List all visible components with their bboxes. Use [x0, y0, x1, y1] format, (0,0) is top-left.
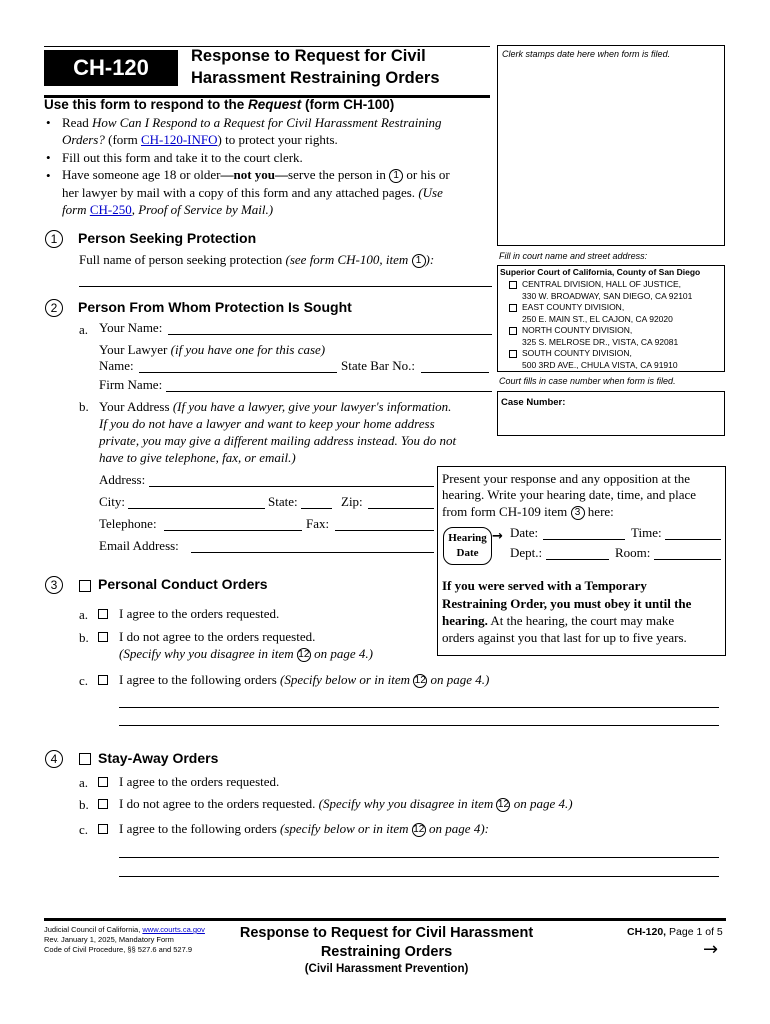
tro-warning-4: orders against you that last for up to five years.	[442, 630, 687, 645]
item-ref-12: 12	[413, 824, 425, 836]
east-division-line1: EAST COUNTY DIVISION,	[522, 302, 625, 312]
hearing-dept-label: Dept.:	[510, 545, 543, 560]
state-bar-field[interactable]	[421, 372, 489, 373]
email-label: Email Address:	[99, 538, 179, 553]
personal-conduct-checkbox[interactable]	[79, 580, 91, 592]
courts-website-link[interactable]: www.courts.ca.gov	[142, 925, 205, 934]
stayaway-disagree-checkbox[interactable]	[98, 799, 108, 809]
section-3-title: Personal Conduct Orders	[98, 576, 268, 592]
stay-away-checkbox[interactable]	[79, 753, 91, 765]
hearing-tag-line1: Hearing	[448, 532, 487, 544]
email-field[interactable]	[191, 552, 434, 553]
item-3c-marker: c.	[79, 673, 89, 688]
intro-bullet-serve: Have someone age 18 or older—not you—serve the person in 1 or his or	[62, 167, 450, 182]
fax-label: Fax:	[306, 516, 330, 531]
item-4b-marker: b.	[79, 797, 89, 812]
conduct-disagree-note: (Specify why you disagree in item 12 on page 4.)	[119, 646, 373, 661]
conduct-disagree-checkbox[interactable]	[98, 632, 108, 642]
next-page-arrow-icon[interactable]: →	[703, 939, 719, 960]
east-division-line2: 250 E. MAIN ST., EL CAJON, CA 92020	[522, 314, 673, 324]
item-ref-3: 3	[571, 506, 585, 520]
section-3-number: 3	[45, 576, 63, 594]
item-ref-1: 1	[389, 169, 403, 183]
item-ref-12: 12	[414, 675, 426, 687]
item-ref-1: 1	[412, 254, 426, 268]
stayaway-disagree-label: I do not agree to the orders requested. (Specify why you disagree in item 12 on page 4.)	[119, 796, 573, 811]
protected-person-name-field[interactable]	[79, 286, 492, 287]
bullet-dot: •	[46, 150, 51, 165]
lawyer-label: Your Lawyer (if you have one for this case)	[99, 342, 326, 357]
south-division-line1: SOUTH COUNTY DIVISION,	[522, 348, 632, 358]
footer-title-line2: Restraining Orders	[320, 944, 453, 960]
intro-heading: Use this form to respond to the Request (form CH-100)	[44, 97, 395, 112]
item-4c-marker: c.	[79, 822, 89, 837]
form-title-line1: Response to Request for Civil	[191, 47, 426, 65]
item-ref-12: 12	[298, 649, 310, 661]
central-division-checkbox[interactable]	[509, 281, 517, 289]
arrow-right-icon: →	[492, 529, 503, 544]
hearing-instruction-1: Present your response and any opposition at the	[442, 471, 691, 486]
intro-bullet-serve-cont: her lawyer by mail with a copy of this form and any attached pages. (Use	[62, 185, 443, 200]
stayaway-orders-line-1[interactable]	[119, 857, 719, 858]
city-field[interactable]	[128, 508, 265, 509]
address-note-line4: have to give telephone, fax, or email.)	[99, 450, 296, 465]
hearing-tag-line2: Date	[456, 547, 479, 559]
footer-revision: Rev. January 1, 2025, Mandatory Form	[44, 935, 174, 944]
north-division-line1: NORTH COUNTY DIVISION,	[522, 325, 633, 335]
hearing-instruction-2: hearing. Write your hearing date, time, and place	[442, 487, 697, 502]
address-field[interactable]	[149, 486, 434, 487]
east-division-checkbox[interactable]	[509, 304, 517, 312]
lawyer-name-field[interactable]	[139, 372, 337, 373]
hearing-dept-field[interactable]	[546, 559, 609, 560]
court-name: Superior Court of California, County of San Diego	[500, 267, 701, 277]
conduct-orders-line-1[interactable]	[119, 707, 719, 708]
item-ref-12: 12	[497, 799, 510, 811]
fax-field[interactable]	[335, 530, 434, 531]
conduct-disagree-label: I do not agree to the orders requested.	[119, 629, 316, 644]
footer-title-line1: Response to Request for Civil Harassment	[239, 925, 534, 941]
hearing-instruction-3: from form CH-109 item 3 here:	[442, 504, 614, 519]
intro-bullet-read-cont: Orders? (form CH-120-INFO) to protect your rights.	[62, 132, 338, 147]
case-number-note: Court fills in case number when form is filed.	[499, 376, 676, 386]
intro-bullet-file: Fill out this form and take it to the court clerk.	[62, 150, 303, 165]
hearing-time-field[interactable]	[665, 539, 721, 540]
item-4a-marker: a.	[79, 775, 89, 790]
footer-page-info: CH-120, Page 1 of 5	[627, 926, 723, 938]
footer-council: Judicial Council of California, www.courts.ca.gov	[44, 925, 205, 934]
section-1-number: 1	[45, 230, 63, 248]
section-1-label: Full name of person seeking protection (see form CH-100, item 1 ):	[79, 252, 435, 267]
conduct-agree-checkbox[interactable]	[98, 609, 108, 619]
central-division-line2: 330 W. BROADWAY, SAN DIEGO, CA 92101	[522, 291, 693, 301]
section-2-number: 2	[45, 299, 63, 317]
intro-bullet-read: Read How Can I Respond to a Request for Civil Harassment Restraining	[62, 115, 442, 130]
conduct-following-checkbox[interactable]	[98, 675, 108, 685]
footer-rule	[44, 918, 726, 921]
stayaway-following-label: I agree to the following orders (specify below or in item 12 on page 4):	[119, 821, 489, 836]
north-division-checkbox[interactable]	[509, 327, 517, 335]
south-division-line2: 500 3RD AVE., CHULA VISTA, CA 91910	[522, 360, 678, 370]
form-code-badge: CH-120	[44, 50, 178, 86]
ch250-link[interactable]: CH-250	[89, 202, 132, 217]
case-number-label: Case Number:	[501, 397, 566, 408]
item-3a-marker: a.	[79, 607, 89, 622]
court-fill-note: Fill in court name and street address:	[499, 251, 648, 261]
hearing-date-tag	[443, 527, 492, 565]
item-3b-marker: b.	[79, 630, 89, 645]
firm-name-field[interactable]	[166, 391, 492, 392]
zip-field[interactable]	[368, 508, 434, 509]
hearing-time-label: Time:	[631, 525, 662, 540]
conduct-orders-line-2[interactable]	[119, 725, 719, 726]
address-label: Address:	[99, 472, 146, 487]
footer-code: Code of Civil Procedure, §§ 527.6 and 527.9	[44, 945, 193, 954]
central-division-line1: CENTRAL DIVISION, HALL OF JUSTICE,	[522, 279, 682, 289]
lawyer-name-label: Name:	[99, 358, 134, 373]
address-note-line2: If you do not have a lawyer and want to keep your home address	[99, 416, 435, 431]
city-label: City:	[99, 494, 126, 509]
your-name-field[interactable]	[168, 334, 492, 335]
hearing-date-label: Date:	[510, 525, 539, 540]
form-title-line2: Harassment Restraining Orders	[191, 69, 440, 87]
zip-label: Zip:	[341, 494, 363, 509]
telephone-field[interactable]	[164, 530, 302, 531]
firm-name-label: Firm Name:	[99, 377, 163, 392]
address-heading: Your Address (If you have a lawyer, give your lawyer's information.	[99, 399, 452, 414]
tro-warning-3: hearing. At the hearing, the court may make	[442, 613, 675, 628]
state-field[interactable]	[301, 508, 332, 509]
tro-warning-1: If you were served with a Temporary	[442, 578, 647, 593]
ch120-info-link[interactable]: CH-120-INFO	[140, 132, 218, 147]
section-1-title: Person Seeking Protection	[78, 230, 257, 246]
clerk-stamp-note: Clerk stamps date here when form is filed.	[502, 49, 671, 59]
stayaway-following-checkbox[interactable]	[98, 824, 108, 834]
south-division-checkbox[interactable]	[509, 350, 517, 358]
stayaway-agree-label: I agree to the orders requested.	[119, 774, 280, 789]
state-bar-label: State Bar No.:	[341, 358, 416, 373]
stayaway-orders-line-2[interactable]	[119, 876, 719, 877]
north-division-line2: 325 S. MELROSE DR., VISTA, CA 92081	[522, 337, 679, 347]
section-4-title: Stay-Away Orders	[98, 750, 219, 766]
stayaway-agree-checkbox[interactable]	[98, 777, 108, 787]
telephone-label: Telephone:	[99, 516, 157, 531]
item-2a-marker: a.	[79, 322, 89, 337]
section-4-number: 4	[45, 750, 63, 768]
item-2b-marker: b.	[79, 399, 89, 414]
tro-warning-2: Restraining Order, you must obey it until the	[442, 596, 692, 611]
your-name-label: Your Name:	[99, 320, 163, 335]
hearing-room-field[interactable]	[654, 559, 721, 560]
conduct-agree-label: I agree to the orders requested.	[119, 606, 280, 621]
intro-bullet-serve-cont2: form CH-250, Proof of Service by Mail.)	[62, 202, 274, 217]
state-label: State:	[268, 494, 298, 509]
clerk-stamp-box	[497, 45, 725, 246]
bullet-dot: •	[46, 115, 51, 130]
hearing-date-field[interactable]	[543, 539, 625, 540]
address-note-line3: private, you may give a different mailing address instead. You do not	[99, 433, 457, 448]
bullet-dot: •	[46, 168, 51, 183]
hearing-room-label: Room:	[615, 545, 651, 560]
conduct-following-label: I agree to the following orders (Specify below or in item 12 on page 4.)	[119, 672, 490, 687]
section-2-title: Person From Whom Protection Is Sought	[78, 299, 352, 315]
footer-subtitle: (Civil Harassment Prevention)	[304, 963, 469, 975]
